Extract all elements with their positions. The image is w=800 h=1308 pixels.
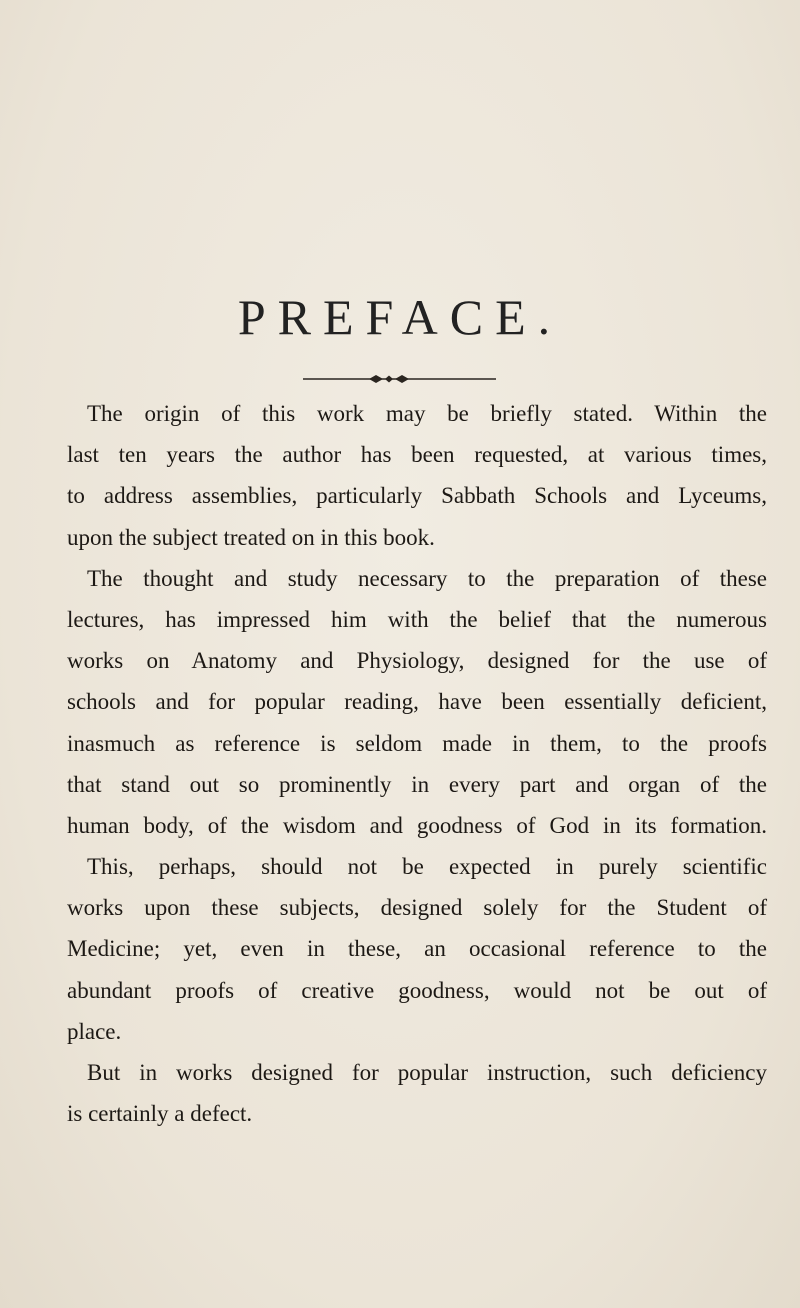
text-line: abundant proofs of creative goodness, would not be out of [67,977,767,1003]
text-line: Medicine; yet, even in these, an occasional reference to the [67,936,767,962]
text-line: human body, of the wisdom and goodness of God in its formation. [67,812,767,838]
text-line: works upon these subjects, designed solely for the Student of [67,895,767,921]
text-line: This, perhaps, should not be expected in purely scientific [87,854,767,880]
text-line: inasmuch as reference is seldom made in them, to the proofs [67,730,767,756]
text-line: The origin of this work may be briefly stated. Within the [87,401,767,426]
text-line: place. [67,1018,122,1044]
text-line: But in works designed for popular instruction, such deficiency [87,1060,767,1085]
text-line: last ten years the author has been requested, at various times, [67,442,767,468]
preface-text [67,393,767,1134]
text-line: lectures, has impressed him with the belief that the numerous [67,606,767,632]
page-title: PREFACE. [237,288,563,345]
text-line: works on Anatomy and Physiology, designed for the use of [67,648,767,674]
text-line: schools and for popular reading, have been essentially deficient, [67,689,767,715]
ornament-divider [303,373,496,385]
text-line: upon the subject treated on in this book. [67,524,435,550]
text-line: is certainly a defect. [67,1101,253,1127]
text-line: The thought and study necessary to the preparation of these [87,565,767,591]
text-line: that stand out so prominently in every part and organ of the [67,771,767,797]
text-line: to address assemblies, particularly Sabbath Schools and Lyceums, [67,483,767,509]
